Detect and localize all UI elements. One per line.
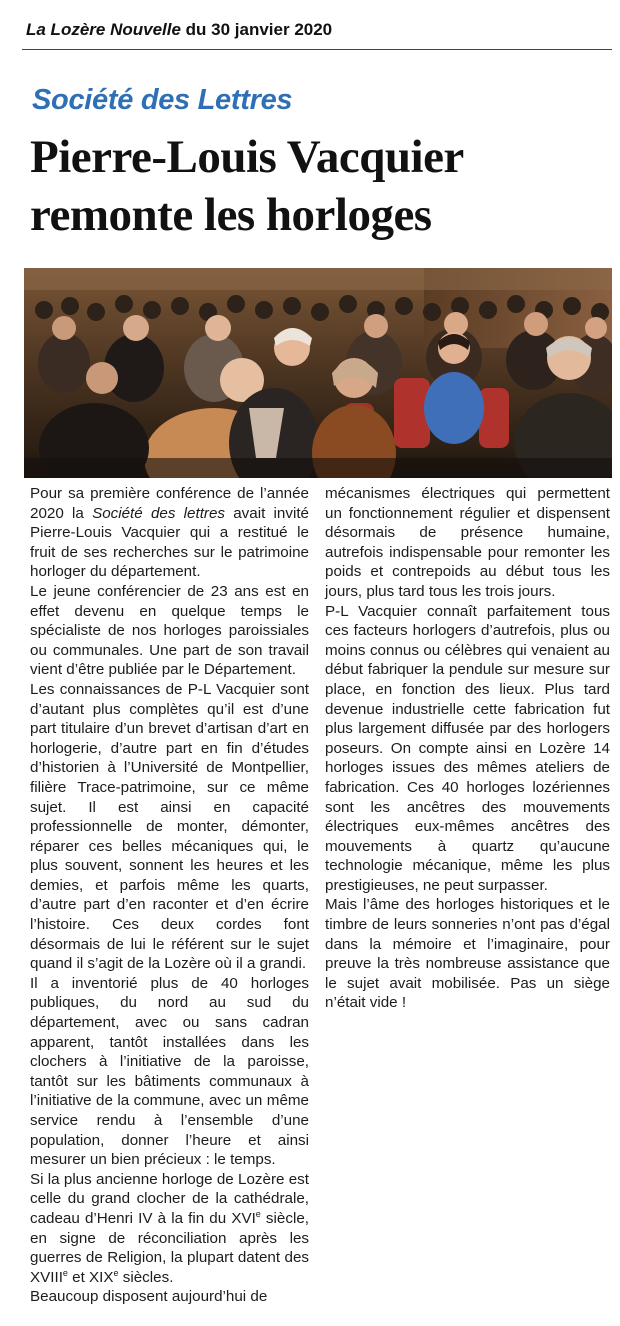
paragraph-8: Mais l’âme des horloges historiques et le timbre de leurs sonneries n’ont pas d’égal dans la mémoire et l’imaginaire, pour preuve la très nombreuse assistance que le sujet avait mobilisée. Pas un siège n’était vide ! (325, 896, 610, 1012)
newspaper-header (22, 14, 612, 50)
ceiling-band (24, 268, 612, 290)
p5-superscript-2: e (62, 1267, 68, 1278)
p5-text-a: Si la plus ancienne horloge de Lozère est celle du grand clocher de la cathédrale, cadeau d’Henri IV à la fin du XVI (30, 1170, 309, 1227)
p5-superscript-3: e (113, 1267, 119, 1278)
audience-illustration (24, 268, 612, 478)
paragraph-5 (30, 1170, 309, 1288)
paragraph-3: Les connaissances de P-L Vacquier sont d’autant plus complètes qu’il est d’une part titulaire d’un brevet d’artisan d’art en horlogerie, d’autre part en fin d’études d’historien à l’Université de Montpellier, filière Trace-patrimoine, sur ce même sujet. Il est ainsi en capacité professionnelle de monter, démonter, réparer ces belles mécaniques qui, le plus souvent, sonnent les heures et les demies, et parfois même les quarts, d’autre part d’en raconter et d’en écrire l’histoire. Ces deux cordes font désormais de lui le référent sur le sujet quand il s’agit de la Lozère où il a grandi. (30, 680, 309, 973)
article-headline (30, 128, 590, 244)
p5-superscript-1: e (255, 1208, 261, 1219)
p1-text-a: Pour sa première conférence de l’année 2020 la (30, 485, 309, 522)
p5-text-c: et XIX (67, 1268, 114, 1286)
publication-name: La Lozère Nouvelle (26, 20, 181, 39)
article-column-left (30, 484, 309, 1307)
headline-line-1: Pierre-Louis Vacquier (30, 131, 464, 183)
p1-emphasis: Société des lettres (92, 504, 226, 522)
headline-line-2: remonte les horloges (30, 189, 432, 241)
p1-text-b: avait invité Pierre-Louis Vacquier qui a restitué le fruit de ses recherches sur le patrimoine horloger du département. (30, 504, 309, 581)
paragraph-7: P-L Vacquier connaît parfaitement tous ces facteurs horlogers d’autrefois, plus ou moins connus ou célèbres qui venaient au début fabriquer la pendule sur mesure sur place, en fonction des lieux. Plus tard devenue industrielle cette fabrication fut plus largement diffusée par des horlogers poseurs. On compte ainsi en Lozère 14 horloges issues des mêmes ateliers de fabrication. Ces 40 horloges lozériennes sont les ancêtres des mouvements électriques eux-mêmes ancêtres des mouvements à quartz qu’aucune technologie mécanique, même les plus prestigieuses, ne peut surpasser. (325, 602, 610, 894)
paragraph-6: Beaucoup disposent aujourd’hui de (30, 1288, 268, 1306)
header-text (26, 20, 332, 40)
p5-text-d: siècles. (118, 1268, 174, 1286)
p5-text-b: siècle, en signe de réconciliation après les guerres de Religion, la plupart datent des XVIII (30, 1209, 309, 1286)
section-rubric: Société des Lettres (32, 84, 293, 116)
paragraph-4: Il a inventorié plus de 40 horloges publiques, du nord au sud du département, avec ou sans cadran apparent, tantôt installées dans les clochers à l’initiative de la paroisse, tantôt sur les bâtiments communaux à l’initiative de la commune, avec un même service rendu à l’ensemble d’une population, donner l’heure et ainsi mesurer un bien précieux : le temps. (30, 974, 309, 1169)
floor-shadow (24, 458, 612, 478)
paragraph-2: Le jeune conférencier de 23 ans est en effet devenu en quelque temps le spécialiste de nos horloges paroissiales ou communales. Une part de son travail vient d’être publiée par le Département. (30, 582, 309, 679)
publication-date: du 30 janvier 2020 (180, 20, 333, 39)
article-column-right (325, 484, 610, 1013)
paragraph-1 (30, 484, 309, 582)
audience-photo (24, 268, 612, 478)
paragraph-6-continued: mécanismes électriques qui permettent un fonctionnement régulier et dispensent désormais de présence humaine, autrefois indispensable pour remonter les poids et contrepoids au début tous les jours, plus tard tous les trois jours. (325, 485, 610, 600)
